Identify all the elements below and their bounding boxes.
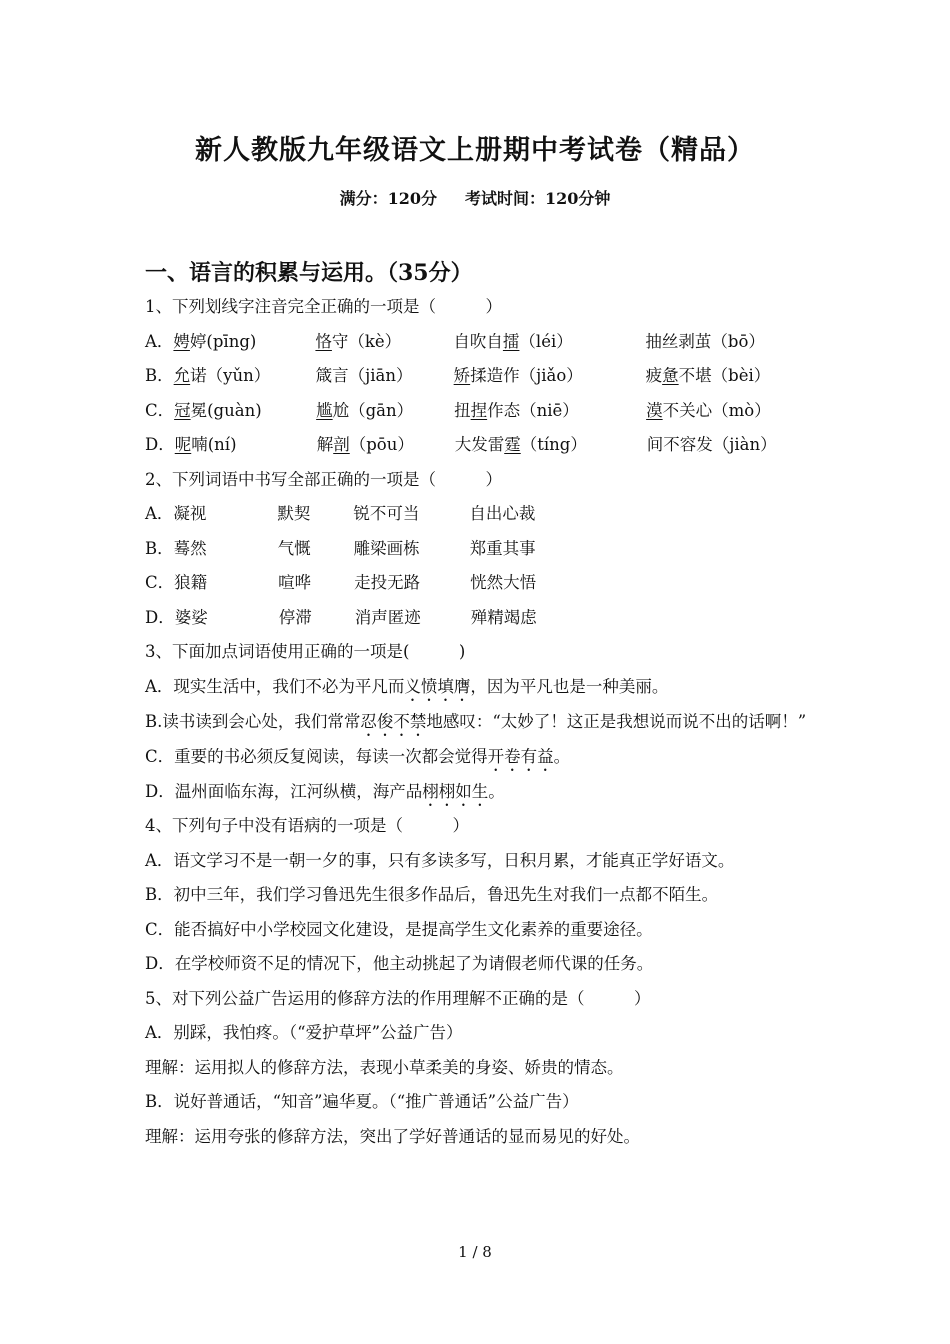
q4-option: C．能否搞好中小学校园文化建设，是提高学生文化素养的重要途径。 [145, 919, 653, 939]
q2-word: 雕梁画栋 [353, 538, 420, 558]
q4-option: B．初中三年，我们学习鲁迅先生很多作品后，鲁迅先生对我们一点都不陌生。 [145, 885, 719, 904]
q2-word: 停滞 [278, 607, 312, 627]
dotted-phrase: 开卷有益 [487, 747, 554, 766]
q4-option: A．语文学习不是一朝一夕的事，只有多读多写，日积月累，才能真正学好语文。 [145, 850, 735, 870]
q4-stem: 4、下列句子中没有语病的一项是（ ） [145, 816, 469, 835]
q5-line: 理解：运用拟人的修辞方法，表现小草柔美的身姿、娇贵的情态。 [145, 1057, 624, 1077]
q1-item: 间不容发（jiàn） [646, 435, 777, 454]
q5-line: A．别踩，我怕疼。（“爱护草坪”公益广告） [145, 1023, 463, 1042]
q1-item: 娉婷(pīng) [173, 331, 257, 351]
q2-word: 消声匿迹 [354, 607, 421, 627]
q3-option-b: B.读书读到会心处，我们常常忍俊不禁地感叹：“太妙了！这正是我想说而说不出的话啊！” [145, 712, 807, 731]
q5-line: 理解：运用夸张的修辞方法，突出了学好普通话的显而易见的好处。 [145, 1126, 640, 1146]
page-title: 新人教版九年级语文上册期中考试卷（精品） [195, 135, 755, 166]
q1-item: 抽丝剥茧（bō） [645, 331, 765, 351]
q1-item: 箴言（jiān） [315, 366, 413, 385]
exam-info [0, 186, 950, 209]
q1-item: 解剖（pōu） [316, 435, 414, 454]
q1-option-row [145, 428, 825, 463]
q2-word: 郑重其事 [469, 538, 536, 558]
q2-word: 婆娑 [174, 607, 208, 627]
q3-option-d: D．温州面临东海，江河纵横，海产品栩栩如生。 [145, 781, 505, 801]
option-label: D． [145, 607, 175, 627]
option-label: B． [145, 538, 174, 558]
q1-item: 允诺（yǔn） [173, 366, 271, 385]
q2-word: 凝视 [173, 504, 207, 523]
q2-word: 恍然大悟 [470, 573, 537, 592]
q1-item: 呢喃(ní) [174, 435, 237, 454]
q2-option-row [145, 497, 825, 532]
q1-option-row [145, 359, 825, 394]
q2-stem: 2、下列词语中书写全部正确的一项是（ ） [145, 469, 502, 489]
q5-line: B．说好普通话，“知音”遍华夏。（“推广普通话”公益广告） [145, 1092, 579, 1111]
exam-time: 考试时间：120分钟 [465, 189, 611, 208]
question-body [145, 290, 825, 1154]
page-number: 1 / 8 [458, 1243, 492, 1261]
q2-word: 蓦然 [173, 538, 207, 558]
option-label: C． [145, 573, 175, 592]
q2-word: 默契 [277, 504, 311, 523]
q1-item: 扭捏作态（niē） [454, 400, 579, 420]
option-label: D． [145, 435, 175, 454]
q1-item: 恪守（kè） [315, 331, 402, 351]
full-score: 满分：120分 [339, 189, 437, 208]
q1-item: 漠不关心（mò） [646, 400, 771, 420]
q1-item: 冠冕(guàn) [174, 400, 262, 420]
q1-option-row [145, 394, 825, 429]
q2-word: 自出心裁 [469, 504, 536, 523]
q1-item: 自吹自擂（léi） [453, 331, 573, 351]
q1-item: 大发雷霆（tíng） [454, 435, 587, 454]
q1-option-row [145, 325, 825, 360]
q2-word: 走投无路 [354, 573, 421, 592]
option-label: A． [145, 331, 174, 351]
section-heading: 一、语言的积累与运用。（35分） [145, 260, 473, 286]
q2-option-row [145, 601, 825, 636]
dotted-phrase: 义愤填膺 [404, 676, 471, 696]
q2-word: 气慨 [277, 538, 311, 558]
option-label: A． [145, 504, 174, 523]
q1-item: 矫揉造作（jiǎo） [453, 366, 583, 385]
q1-item: 疲惫不堪（bèi） [645, 366, 771, 385]
q2-word: 狼籍 [174, 573, 208, 592]
q3-stem: 3、下面加点词语使用正确的一项是( ) [145, 642, 466, 661]
q1-item: 尴尬（gān） [316, 400, 414, 420]
dotted-phrase: 栩栩如生 [422, 781, 489, 801]
q2-option-row [145, 566, 825, 601]
q1-stem: 1、下列划线字注音完全正确的一项是（ ） [145, 297, 502, 316]
q2-word: 殚精竭虑 [470, 607, 537, 627]
q2-option-row [145, 532, 825, 567]
q4-option: D．在学校师资不足的情况下，他主动挑起了为请假老师代课的任务。 [145, 954, 654, 973]
option-label: C． [145, 400, 175, 420]
q5-stem: 5、对下列公益广告运用的修辞方法的作用理解不正确的是（ ） [145, 988, 651, 1008]
q3-option-a: A．现实生活中，我们不必为平凡而义愤填膺，因为平凡也是一种美丽。 [145, 676, 669, 696]
q3-option-c: C．重要的书必须反复阅读，每读一次都会觉得开卷有益。 [145, 747, 571, 766]
q2-word: 锐不可当 [353, 504, 420, 523]
q2-word: 喧哗 [278, 573, 312, 592]
option-label: B． [145, 366, 174, 385]
dotted-phrase: 忍俊不禁 [360, 712, 427, 731]
